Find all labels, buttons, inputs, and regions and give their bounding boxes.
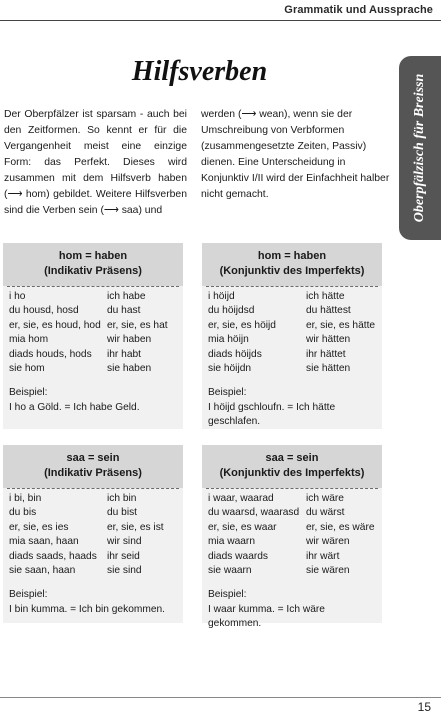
section-header: Grammatik und Aussprache: [284, 4, 433, 16]
box-title: hom = haben: [257, 250, 327, 262]
conjugation-row: diads höijds ihr hättet: [208, 348, 346, 360]
intro-paragraph-left: Der Oberpfälzer ist sparsam - auch bei den Zeitformen. So kennt er für die Vergangenheit meist eine einzige Form: das Perfekt. Dieses wird zusammen mit dem Hilfsverb haben (⟶ hom) gebildet. Weitere Hilfsverben sind die Verben sein (⟶ saa) und: [4, 109, 187, 216]
conjugation-row: i waar, waarad ich wäre: [208, 493, 344, 504]
box-subtitle: (Konjunktiv des Imperfekts): [219, 265, 365, 277]
conjugation-row: mia saan, haan wir sind: [9, 536, 142, 548]
box-header: [3, 445, 183, 488]
chapter-side-tab: [399, 56, 441, 240]
page-title: Hilfsverben: [131, 56, 268, 87]
conjugation-box-saa-indikativ: [3, 445, 183, 623]
conjugation-row: du bis du bist: [9, 507, 138, 519]
example-label: Beispiel:: [208, 387, 247, 399]
header-divider: [0, 20, 441, 21]
conjugation-row: du waarsd, waarasd du wärst: [208, 507, 345, 519]
conjugation-box-hom-indikativ: [3, 243, 183, 429]
example-text: I höijd gschloufn. = Ich hätte geschlafen.: [208, 401, 336, 428]
conjugation-row: diads waards ihr wärt: [208, 550, 340, 562]
conjugation-row: sie waarn sie wären: [208, 565, 350, 577]
example-label: Beispiel:: [9, 589, 48, 601]
side-tab-label: Oberpfälzisch für Breissn: [412, 73, 427, 223]
conjugation-row: i bi, bin ich bin: [9, 493, 137, 504]
box-title: hom = haben: [58, 250, 128, 262]
conjugation-row: mia waarn wir wären: [208, 536, 350, 548]
conjugation-row: du housd, hosd du hast: [9, 305, 141, 317]
box-title: saa = sein: [66, 452, 120, 464]
example-label: Beispiel:: [208, 589, 247, 601]
box-header: [3, 243, 183, 286]
conjugation-row: mia hom wir haben: [9, 334, 152, 346]
box-header: [202, 445, 382, 488]
conjugation-row: diads saads, haads ihr seid: [9, 550, 140, 562]
footer-divider: [0, 697, 441, 698]
conjugation-row: diads houds, hods ihr habt: [9, 348, 141, 360]
conjugation-row: er, sie, es waar er, sie, es wäre: [208, 521, 375, 533]
conjugation-row: i höijd ich hätte: [208, 291, 345, 302]
box-subtitle: (Indikativ Präsens): [44, 265, 142, 277]
conjugation-row: mia höijn wir hätten: [208, 334, 351, 346]
intro-paragraph-right: werden (⟶ wean), wenn sie der Umschreibung von Verbformen (zusammengesetzte Zeiten, Passiv) dienen. Eine Unterscheidung in Konjunktiv I/II wird der Einfachheit halber nicht gemacht.: [201, 109, 390, 200]
example-block: [3, 578, 183, 617]
conjugation-row: er, sie, es ies er, sie, es ist: [9, 521, 164, 533]
example-block: [202, 376, 382, 429]
example-label: Beispiel:: [9, 387, 48, 399]
conjugation-box-hom-konjunktiv: [202, 243, 382, 429]
example-text: I waar kumma. = Ich wäre gekommen.: [208, 603, 325, 630]
conjugation-row: er, sie, es höijd er, sie, es hätte: [208, 319, 376, 331]
conjugation-row: sie hom sie haben: [9, 363, 152, 375]
conjugation-row: i ho ich habe: [9, 291, 146, 302]
conjugation-row: du höijdsd du hättest: [208, 305, 351, 317]
page-number: 15: [417, 700, 431, 714]
conjugation-row: er, sie, es houd, hod er, sie, es hat: [9, 319, 168, 331]
box-subtitle: (Indikativ Präsens): [44, 467, 142, 479]
box-subtitle: (Konjunktiv des Imperfekts): [219, 467, 365, 479]
box-header: [202, 243, 382, 286]
box-title: saa = sein: [265, 452, 319, 464]
example-block: [3, 376, 183, 415]
example-text: I ho a Göld. = Ich habe Geld.: [9, 401, 140, 413]
conjugation-row: sie saan, haan sie sind: [9, 565, 142, 577]
example-block: [202, 578, 382, 631]
conjugation-box-saa-konjunktiv: [202, 445, 382, 630]
conjugation-row: sie höijdn sie hätten: [208, 363, 351, 375]
example-text: I bin kumma. = Ich bin gekommen.: [9, 603, 165, 615]
